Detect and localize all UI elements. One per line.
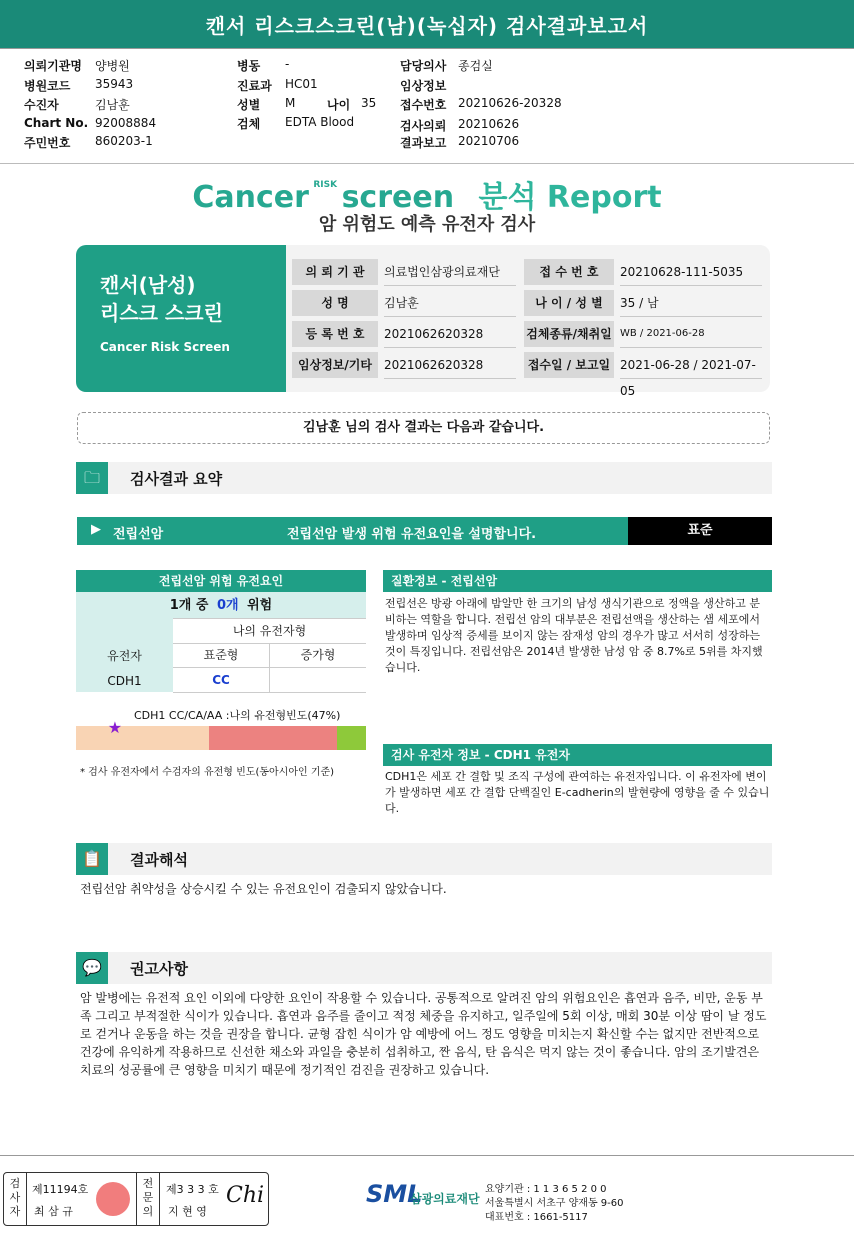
signature-box xyxy=(3,1172,269,1226)
info-value: WB / 2021-06-28 xyxy=(620,321,762,348)
info-label: 나 이 / 성 별 xyxy=(524,290,614,316)
header-label: 진료과 xyxy=(237,79,272,93)
header-value: 양병원 xyxy=(95,59,130,73)
panel-subtitle: Cancer Risk Screen xyxy=(100,340,230,354)
header-label: 성별 xyxy=(237,98,261,112)
star-icon: ★ xyxy=(107,718,123,737)
info-label: 접 수 번 호 xyxy=(524,259,614,285)
header-label: 수진자 xyxy=(24,98,59,112)
risk-count-row xyxy=(76,592,366,618)
genotype-frequency-label: CDH1 CC/CA/AA :나의 유전형빈도(47%) xyxy=(134,709,341,722)
panel-title: 캔서(남성) xyxy=(100,273,196,297)
divider xyxy=(0,1155,854,1156)
header-value: 860203-1 xyxy=(95,134,153,148)
header-label: Chart No. xyxy=(24,116,89,130)
risk-level-badge: 표준 xyxy=(628,517,772,545)
standard-column-header: 표준형 xyxy=(173,643,270,668)
section-title: 검사결과 요약 xyxy=(130,470,223,488)
header-label: 병원코드 xyxy=(24,79,71,93)
doctor-label: 전문의 xyxy=(142,1177,154,1218)
frequency-segment-standard xyxy=(76,726,209,750)
doctor-license-no: 제3 3 3 호 xyxy=(166,1183,219,1196)
header-label: 담당의사 xyxy=(400,59,447,73)
my-genotype-header: 나의 유전자형 xyxy=(173,618,366,644)
divider xyxy=(0,48,854,49)
org-line: 대표번호 : 1661-5117 xyxy=(485,1212,588,1223)
header-value: - xyxy=(285,57,290,71)
header-value: 35 xyxy=(361,96,377,110)
doctor-name: 지 현 영 xyxy=(168,1205,207,1218)
header-value: 김남훈 xyxy=(95,98,130,112)
header-value: 35943 xyxy=(95,77,134,91)
info-label: 의 뢰 기 관 xyxy=(292,259,378,285)
panel-title: 리스크 스크린 xyxy=(100,301,223,325)
header-label: 임상정보 xyxy=(400,79,447,93)
cancer-type-bar xyxy=(77,517,628,545)
info-label: 임상정보/기타 xyxy=(292,352,378,378)
frequency-segment-increased xyxy=(337,726,366,750)
divider xyxy=(136,1173,137,1225)
doctor-chat-icon: 💬 xyxy=(76,952,108,984)
risk-count-prefix: 1개 중 xyxy=(169,598,209,613)
logo-risk-text: RISK xyxy=(313,180,338,190)
info-label: 성 명 xyxy=(292,290,378,316)
play-arrow-icon: ▶ xyxy=(91,522,101,537)
header-value: EDTA Blood xyxy=(285,115,355,129)
section-summary-header xyxy=(76,462,772,494)
header-value: M xyxy=(285,96,296,110)
org-name: 삼광의료재단 xyxy=(410,1192,480,1206)
risk-count-suffix: 위험 xyxy=(247,598,273,613)
gene-name: CDH1 xyxy=(107,674,142,688)
logo-text: screen xyxy=(341,180,455,215)
divider xyxy=(0,163,854,164)
interpretation-text: 전립선암 취약성을 상승시킬 수 있는 유전요인이 검출되지 않았습니다. xyxy=(80,882,447,896)
org-line: 서울특별시 서초구 양재동 9-60 xyxy=(485,1198,624,1209)
gene-info-text: CDH1은 세포 간 결합 및 조직 구성에 관여하는 유전자입니다. 이 유전자에 변이가 발생하면 세포 간 결합 단백질인 E-cadherin의 발현량에 영향을 줄 수 있습니다. xyxy=(385,770,770,815)
sml-logo: SML xyxy=(366,1180,423,1208)
info-value: 2021062620328 xyxy=(384,321,516,348)
greeting-box: 김남훈 님의 검사 결과는 다음과 같습니다. xyxy=(77,412,770,444)
header-label: 의뢰기관명 xyxy=(24,59,82,73)
section-title: 권고사항 xyxy=(130,960,188,978)
info-value: 2021-06-28 / 2021-07-05 xyxy=(620,352,762,379)
standard-genotype-value: CC xyxy=(173,668,270,693)
info-label: 검체종류/채취일 xyxy=(524,321,614,347)
risk-table-title: 전립선암 위험 유전요인 xyxy=(76,570,366,592)
info-value: 의료법인삼광의료재단 xyxy=(384,259,516,286)
section-recommend-header xyxy=(76,952,772,984)
section-title: 결과해석 xyxy=(130,851,188,869)
gene-info-title: 검사 유전자 정보 - CDH1 유전자 xyxy=(383,744,772,766)
gene-column-header: 유전자 xyxy=(107,649,142,663)
header-label: 결과보고 xyxy=(400,136,447,150)
info-value: 김남훈 xyxy=(384,290,516,317)
clipboard-icon: 📋 xyxy=(76,843,108,875)
header-value: HC01 xyxy=(285,77,318,91)
header-label: 병동 xyxy=(237,59,261,73)
seal-stamp xyxy=(96,1182,130,1216)
logo-text: Cancer xyxy=(192,180,309,215)
tester-label: 검사자 xyxy=(9,1177,21,1218)
header-value: 20210626 xyxy=(458,117,520,131)
divider xyxy=(159,1173,160,1225)
increased-genotype-value xyxy=(270,668,366,693)
header-label: 주민번호 xyxy=(24,136,71,150)
header-value: 20210706 xyxy=(458,134,520,148)
header-label: 나이 xyxy=(327,98,351,112)
header-label: 검사의뢰 xyxy=(400,119,447,133)
header-value: 종검실 xyxy=(458,59,493,73)
header-label: 접수번호 xyxy=(400,98,447,112)
recommendation-text: 암 발병에는 유전적 요인 이외에 다양한 요인이 작용할 수 있습니다. 공통적으로 알려진 암의 위험요인은 흡연과 음주, 비만, 운동 부족 그리고 부적절한 식이가 있습니다. 흡연과 음주를 줄이고 적정 체중을 유지하고, 일주일에 5회 이상, 매회 30분 이상 땀이 날 정도로 걷거나 운동을 하는 것을 권장을 합니다. 균형 잡힌 식이가 암 예방에 어느 정도 영향을 미치는지 확신할 수는 없지만 전반적으로 건강에 유익하게 작용하므로 신선한 채소와 과일을 충분히 섭취하고, 짠 음식, 탄 음식은 먹지 않는 것이 좋습니다. 암의 조기발견은 치료의 성공률에 큰 영향을 미치기 때문에 정기적인 검진을 권장하고 있습니다. xyxy=(80,991,767,1077)
cancer-description: 전립선암 발생 위험 유전요인을 설명합니다. xyxy=(287,527,537,542)
risk-count: 0개 xyxy=(216,598,239,613)
subtitle: 암 위험도 예측 유전자 검사 xyxy=(318,214,536,235)
disease-info-text: 전립선은 방광 아래에 밤알만 한 크기의 남성 생식기관으로 정액을 생산하고 분비하는 역할을 합니다. 전립선 암의 대부분은 전립선액을 생산하는 샘 세포에서 발생하며 임상적 증세를 보이지 않는 잠재성 암의 경우가 많고 서서히 성장하는 것이 특징입니다. 전립선암은 2014년 발생한 남성 암 중 8.7%로 5위를 차지했습니다. xyxy=(385,597,763,674)
logo-text: 분석 Report xyxy=(478,180,662,215)
doctor-signature: Chi xyxy=(226,1183,265,1208)
info-label: 접수일 / 보고일 xyxy=(524,352,614,378)
tester-license-no: 제11194호 xyxy=(32,1183,89,1196)
tester-name: 최 삼 규 xyxy=(34,1205,73,1218)
info-value: 20210628-111-5035 xyxy=(620,259,762,286)
product-panel xyxy=(76,245,286,392)
divider xyxy=(26,1173,27,1225)
footnote: * 검사 유전자에서 수검자의 유전형 빈도(동아시아인 기준) xyxy=(80,767,335,778)
genotype-frequency-bar xyxy=(76,718,366,750)
folder-plus-icon: 🗀 xyxy=(76,462,108,494)
header-value: 20210626-20328 xyxy=(458,96,562,110)
header-value: 92008884 xyxy=(95,116,157,130)
info-value: 35 / 남 xyxy=(620,290,762,317)
info-label: 등 록 번 호 xyxy=(292,321,378,347)
header-label: 검체 xyxy=(237,117,261,131)
info-value: 2021062620328 xyxy=(384,352,516,379)
section-interpretation-header xyxy=(76,843,772,875)
cancer-name: 전립선암 xyxy=(113,527,164,542)
patient-info-box xyxy=(286,245,770,398)
frequency-segment-hetero xyxy=(209,726,337,750)
org-line: 요양기관 : 1 1 3 6 5 2 0 0 xyxy=(485,1184,607,1195)
increased-column-header: 증가형 xyxy=(270,643,366,668)
disease-info-title: 질환정보 - 전립선암 xyxy=(383,570,772,592)
report-title: 캔서 리스크스크린(남)(녹십자) 검사결과보고서 xyxy=(0,0,854,48)
